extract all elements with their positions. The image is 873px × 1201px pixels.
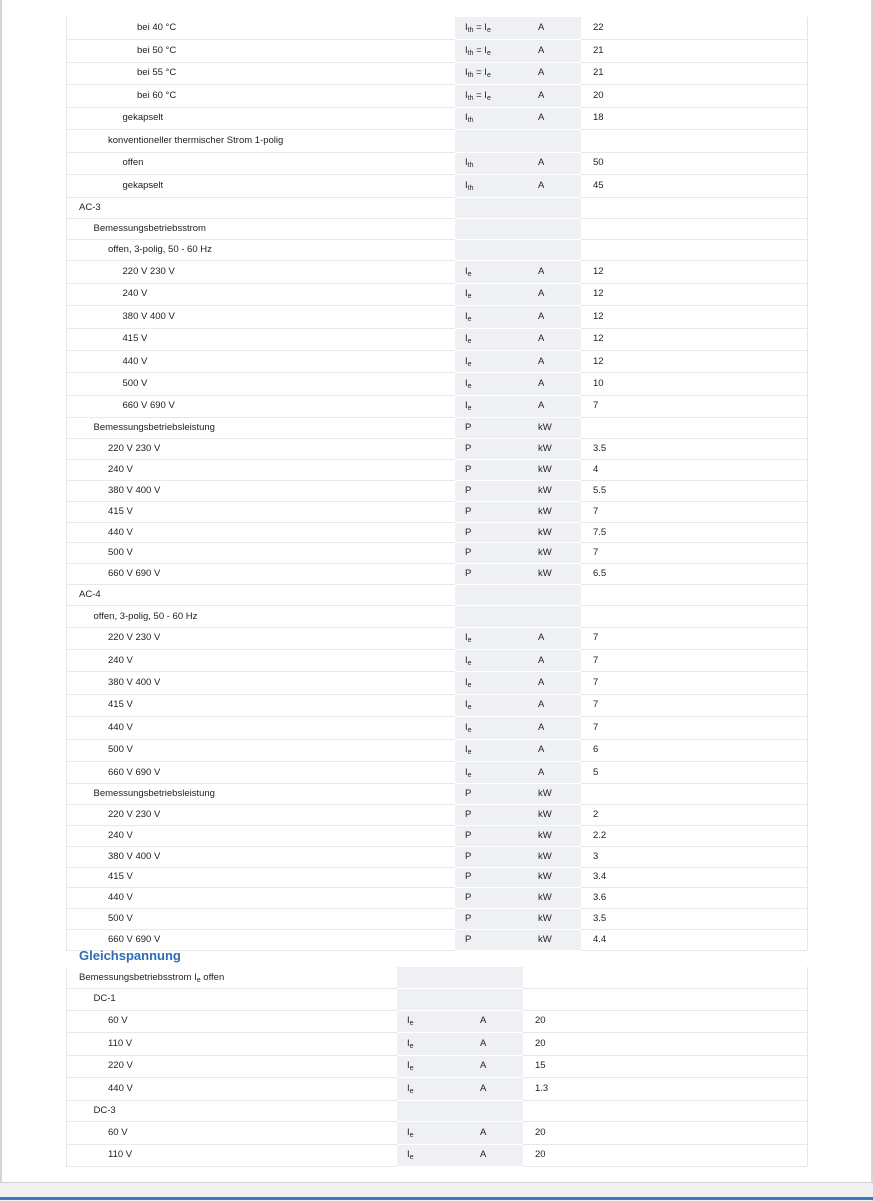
table-row	[67, 888, 808, 909]
row-unit: A	[526, 283, 581, 305]
section-heading-gleichspannung: Gleichspannung	[79, 948, 181, 963]
row-unit: kW	[526, 867, 581, 888]
row-symbol: P	[455, 929, 526, 950]
row-symbol	[455, 130, 526, 153]
table-row	[67, 439, 808, 460]
row-label: 220 V 230 V	[67, 439, 456, 460]
table-row	[67, 564, 808, 585]
row-label: 240 V	[67, 825, 456, 846]
row-symbol	[455, 197, 526, 218]
row-symbol	[455, 606, 526, 627]
row-value: 20	[523, 1033, 808, 1056]
row-value: 5	[581, 761, 808, 783]
row-symbol: $I_e$	[455, 739, 526, 761]
row-label: AC-4	[67, 585, 456, 606]
row-label: 220 V	[67, 1055, 398, 1078]
row-value: 20	[523, 1010, 808, 1033]
row-symbol: $I_e$	[455, 672, 526, 694]
table-row	[67, 459, 808, 480]
table-row	[67, 909, 808, 930]
row-value	[581, 585, 808, 606]
row-value: 12	[581, 306, 808, 328]
row-label: 380 V 400 V	[67, 846, 456, 867]
row-symbol	[455, 240, 526, 261]
table-row	[67, 761, 808, 783]
table-row	[67, 501, 808, 522]
row-symbol: $I_e$	[455, 350, 526, 372]
row-label: AC-3	[67, 197, 456, 218]
row-symbol: $I_e$	[455, 650, 526, 672]
row-unit: kW	[526, 459, 581, 480]
row-label: DC-1	[67, 989, 398, 1011]
row-unit	[526, 197, 581, 218]
row-symbol: P	[455, 805, 526, 826]
row-label: 660 V 690 V	[67, 761, 456, 783]
row-unit: A	[526, 395, 581, 417]
row-label: 380 V 400 V	[67, 672, 456, 694]
row-value	[581, 130, 808, 153]
row-value	[523, 1100, 808, 1122]
row-value: 3.5	[581, 439, 808, 460]
table-row	[67, 1100, 808, 1122]
row-value: 12	[581, 261, 808, 283]
table-row	[67, 784, 808, 805]
row-value	[581, 418, 808, 439]
table-row	[67, 85, 808, 108]
row-unit	[526, 585, 581, 606]
row-unit	[468, 1100, 523, 1122]
row-unit: kW	[526, 522, 581, 543]
row-value: 18	[581, 107, 808, 130]
table-row	[67, 989, 808, 1011]
row-unit: kW	[526, 501, 581, 522]
spec-table-gleichspannung	[66, 967, 808, 1167]
row-unit	[526, 130, 581, 153]
row-label: 415 V	[67, 867, 456, 888]
row-value: 12	[581, 328, 808, 350]
row-label: 415 V	[67, 694, 456, 716]
row-unit: kW	[526, 418, 581, 439]
row-unit: kW	[526, 825, 581, 846]
row-unit	[468, 989, 523, 1011]
row-value: 6.5	[581, 564, 808, 585]
table-row	[67, 350, 808, 372]
row-symbol: $I_e$	[455, 627, 526, 649]
table-row	[67, 522, 808, 543]
table-row	[67, 197, 808, 218]
row-unit: A	[468, 1010, 523, 1033]
row-label: 60 V	[67, 1010, 398, 1033]
row-symbol: P	[455, 825, 526, 846]
row-value: 3	[581, 846, 808, 867]
row-symbol: P	[455, 846, 526, 867]
row-label: 500 V	[67, 543, 456, 564]
row-unit: A	[526, 261, 581, 283]
row-unit: A	[526, 85, 581, 108]
row-unit: kW	[526, 784, 581, 805]
row-symbol	[455, 218, 526, 239]
row-unit: A	[468, 1078, 523, 1101]
row-symbol: $I_{th}$	[455, 152, 526, 175]
row-value: 7	[581, 395, 808, 417]
row-label: 440 V	[67, 717, 456, 739]
row-value: 7	[581, 672, 808, 694]
row-unit: A	[526, 175, 581, 198]
table-row	[67, 17, 808, 40]
row-symbol: $I_e$	[397, 1010, 468, 1033]
row-unit: A	[526, 328, 581, 350]
row-label: 415 V	[67, 328, 456, 350]
row-symbol: $I_{th} = I_e$	[455, 62, 526, 85]
row-unit: kW	[526, 439, 581, 460]
row-unit: A	[526, 761, 581, 783]
row-unit: A	[526, 672, 581, 694]
row-label: 660 V 690 V	[67, 929, 456, 950]
row-symbol: P	[455, 439, 526, 460]
row-label: 380 V 400 V	[67, 306, 456, 328]
spec-table-wechselspannung	[66, 17, 808, 951]
table-row	[67, 107, 808, 130]
row-label: DC-3	[67, 1100, 398, 1122]
row-value: 4	[581, 459, 808, 480]
row-label: 500 V	[67, 373, 456, 395]
row-value: 5.5	[581, 480, 808, 501]
row-symbol: $I_e$	[455, 283, 526, 305]
row-symbol: $I_e$	[397, 1122, 468, 1145]
row-value: 7	[581, 694, 808, 716]
table-row	[67, 1144, 808, 1167]
table-row	[67, 62, 808, 85]
row-value: 45	[581, 175, 808, 198]
row-symbol	[455, 585, 526, 606]
row-value: 2	[581, 805, 808, 826]
table-row	[67, 967, 808, 989]
row-symbol: $I_e$	[455, 717, 526, 739]
row-symbol: P	[455, 522, 526, 543]
row-label: 660 V 690 V	[67, 395, 456, 417]
row-label: gekapselt	[67, 107, 456, 130]
row-value	[581, 240, 808, 261]
row-label: offen	[67, 152, 456, 175]
row-unit: A	[526, 40, 581, 63]
row-value	[581, 606, 808, 627]
row-value: 3.5	[581, 909, 808, 930]
row-unit: A	[526, 739, 581, 761]
row-label: gekapselt	[67, 175, 456, 198]
row-unit: A	[526, 17, 581, 40]
row-symbol: P	[455, 459, 526, 480]
row-value: 21	[581, 40, 808, 63]
row-value	[523, 967, 808, 989]
row-symbol: $I_e$	[455, 694, 526, 716]
row-label: 220 V 230 V	[67, 805, 456, 826]
row-unit: A	[526, 694, 581, 716]
row-symbol: $I_e$	[455, 261, 526, 283]
row-symbol: $I_e$	[455, 395, 526, 417]
row-symbol: P	[455, 867, 526, 888]
row-value: 1.3	[523, 1078, 808, 1101]
row-unit: kW	[526, 564, 581, 585]
row-label: konventioneller thermischer Strom 1-polig	[67, 130, 456, 153]
row-label: offen, 3-polig, 50 - 60 Hz	[67, 240, 456, 261]
row-symbol: $I_e$	[397, 1078, 468, 1101]
row-label: 440 V	[67, 522, 456, 543]
row-symbol: P	[455, 543, 526, 564]
row-label: 240 V	[67, 283, 456, 305]
table-row	[67, 585, 808, 606]
row-unit: kW	[526, 888, 581, 909]
table-row	[67, 152, 808, 175]
row-unit: A	[526, 717, 581, 739]
table-row	[67, 218, 808, 239]
row-unit: A	[468, 1122, 523, 1145]
row-value	[523, 989, 808, 1011]
row-unit	[526, 240, 581, 261]
row-symbol: $I_{th} = I_e$	[455, 85, 526, 108]
table-row	[67, 418, 808, 439]
table-row	[67, 175, 808, 198]
row-symbol: $I_{th}$	[455, 107, 526, 130]
table-row	[67, 40, 808, 63]
row-label: 60 V	[67, 1122, 398, 1145]
row-label: 415 V	[67, 501, 456, 522]
row-value	[581, 197, 808, 218]
row-symbol: $I_e$	[397, 1055, 468, 1078]
row-value: 22	[581, 17, 808, 40]
row-symbol: $I_{th} = I_e$	[455, 40, 526, 63]
row-label: bei 55 °C	[67, 62, 456, 85]
row-unit: A	[526, 373, 581, 395]
row-symbol: $I_e$	[455, 306, 526, 328]
row-unit: kW	[526, 846, 581, 867]
row-value	[581, 784, 808, 805]
row-value: 20	[523, 1144, 808, 1167]
row-symbol: $I_{th} = I_e$	[455, 17, 526, 40]
row-value: 7	[581, 627, 808, 649]
row-symbol: P	[455, 480, 526, 501]
table-row	[67, 395, 808, 417]
table-row	[67, 130, 808, 153]
row-unit: A	[526, 107, 581, 130]
row-unit: A	[526, 650, 581, 672]
window-left-border	[0, 0, 2, 1182]
row-label: Bemessungsbetriebsstrom $I_e$ offen	[67, 967, 398, 989]
row-symbol: P	[455, 784, 526, 805]
row-symbol: P	[455, 909, 526, 930]
row-symbol	[397, 967, 468, 989]
row-value: 12	[581, 283, 808, 305]
row-label: 440 V	[67, 1078, 398, 1101]
row-label: bei 40 °C	[67, 17, 456, 40]
table-row	[67, 825, 808, 846]
row-label: 500 V	[67, 739, 456, 761]
table-row	[67, 1010, 808, 1033]
table-row	[67, 1033, 808, 1056]
row-label: bei 60 °C	[67, 85, 456, 108]
row-value: 15	[523, 1055, 808, 1078]
table-row	[67, 694, 808, 716]
row-unit: A	[526, 152, 581, 175]
row-label: 220 V 230 V	[67, 261, 456, 283]
row-unit: A	[526, 627, 581, 649]
table-row	[67, 846, 808, 867]
row-label: 500 V	[67, 909, 456, 930]
row-label: 240 V	[67, 459, 456, 480]
row-symbol: $I_e$	[455, 328, 526, 350]
row-value	[581, 218, 808, 239]
row-value: 6	[581, 739, 808, 761]
row-value: 3.4	[581, 867, 808, 888]
row-unit: kW	[526, 929, 581, 950]
row-label: 660 V 690 V	[67, 564, 456, 585]
row-symbol: $I_e$	[397, 1033, 468, 1056]
table-row	[67, 480, 808, 501]
row-value: 2.2	[581, 825, 808, 846]
row-label: 440 V	[67, 888, 456, 909]
row-unit	[526, 218, 581, 239]
row-label: 110 V	[67, 1144, 398, 1167]
table-row	[67, 306, 808, 328]
row-unit: A	[468, 1033, 523, 1056]
table-row	[67, 717, 808, 739]
table-row	[67, 240, 808, 261]
table-row	[67, 261, 808, 283]
row-value: 12	[581, 350, 808, 372]
row-symbol: $I_e$	[397, 1144, 468, 1167]
table-row	[67, 672, 808, 694]
row-label: bei 50 °C	[67, 40, 456, 63]
table-row	[67, 650, 808, 672]
row-unit: A	[526, 62, 581, 85]
row-label: Bemessungsbetriebsleistung	[67, 418, 456, 439]
row-unit: kW	[526, 909, 581, 930]
table-row	[67, 373, 808, 395]
row-symbol: $I_e$	[455, 373, 526, 395]
row-symbol: $I_e$	[455, 761, 526, 783]
table-row	[67, 1122, 808, 1145]
table-row	[67, 328, 808, 350]
row-label: 110 V	[67, 1033, 398, 1056]
row-unit	[526, 606, 581, 627]
table-row	[67, 805, 808, 826]
table-row	[67, 606, 808, 627]
row-unit: A	[526, 306, 581, 328]
table-row	[67, 867, 808, 888]
row-label: 440 V	[67, 350, 456, 372]
row-value: 50	[581, 152, 808, 175]
row-value: 3.6	[581, 888, 808, 909]
row-value: 7	[581, 501, 808, 522]
row-value: 20	[523, 1122, 808, 1145]
row-value: 7	[581, 650, 808, 672]
row-symbol	[397, 1100, 468, 1122]
row-label: 380 V 400 V	[67, 480, 456, 501]
row-symbol	[397, 989, 468, 1011]
table-row	[67, 283, 808, 305]
row-value: 21	[581, 62, 808, 85]
table-row	[67, 1078, 808, 1101]
row-unit: kW	[526, 480, 581, 501]
row-label: offen, 3-polig, 50 - 60 Hz	[67, 606, 456, 627]
row-label: Bemessungsbetriebsstrom	[67, 218, 456, 239]
row-label: 220 V 230 V	[67, 627, 456, 649]
row-unit: kW	[526, 543, 581, 564]
row-label: Bemessungsbetriebsleistung	[67, 784, 456, 805]
row-symbol: P	[455, 501, 526, 522]
row-value: 7.5	[581, 522, 808, 543]
table-row	[67, 627, 808, 649]
row-symbol: P	[455, 888, 526, 909]
row-unit	[468, 967, 523, 989]
table-row	[67, 543, 808, 564]
row-unit: A	[468, 1144, 523, 1167]
row-value: 10	[581, 373, 808, 395]
row-symbol: P	[455, 564, 526, 585]
table-row	[67, 1055, 808, 1078]
row-value: 20	[581, 85, 808, 108]
row-unit: A	[526, 350, 581, 372]
row-symbol: P	[455, 418, 526, 439]
row-symbol: $I_{th}$	[455, 175, 526, 198]
table-row	[67, 739, 808, 761]
row-value: 4.4	[581, 929, 808, 950]
row-value: 7	[581, 543, 808, 564]
row-unit: kW	[526, 805, 581, 826]
row-value: 7	[581, 717, 808, 739]
row-unit: A	[468, 1055, 523, 1078]
row-label: 240 V	[67, 650, 456, 672]
